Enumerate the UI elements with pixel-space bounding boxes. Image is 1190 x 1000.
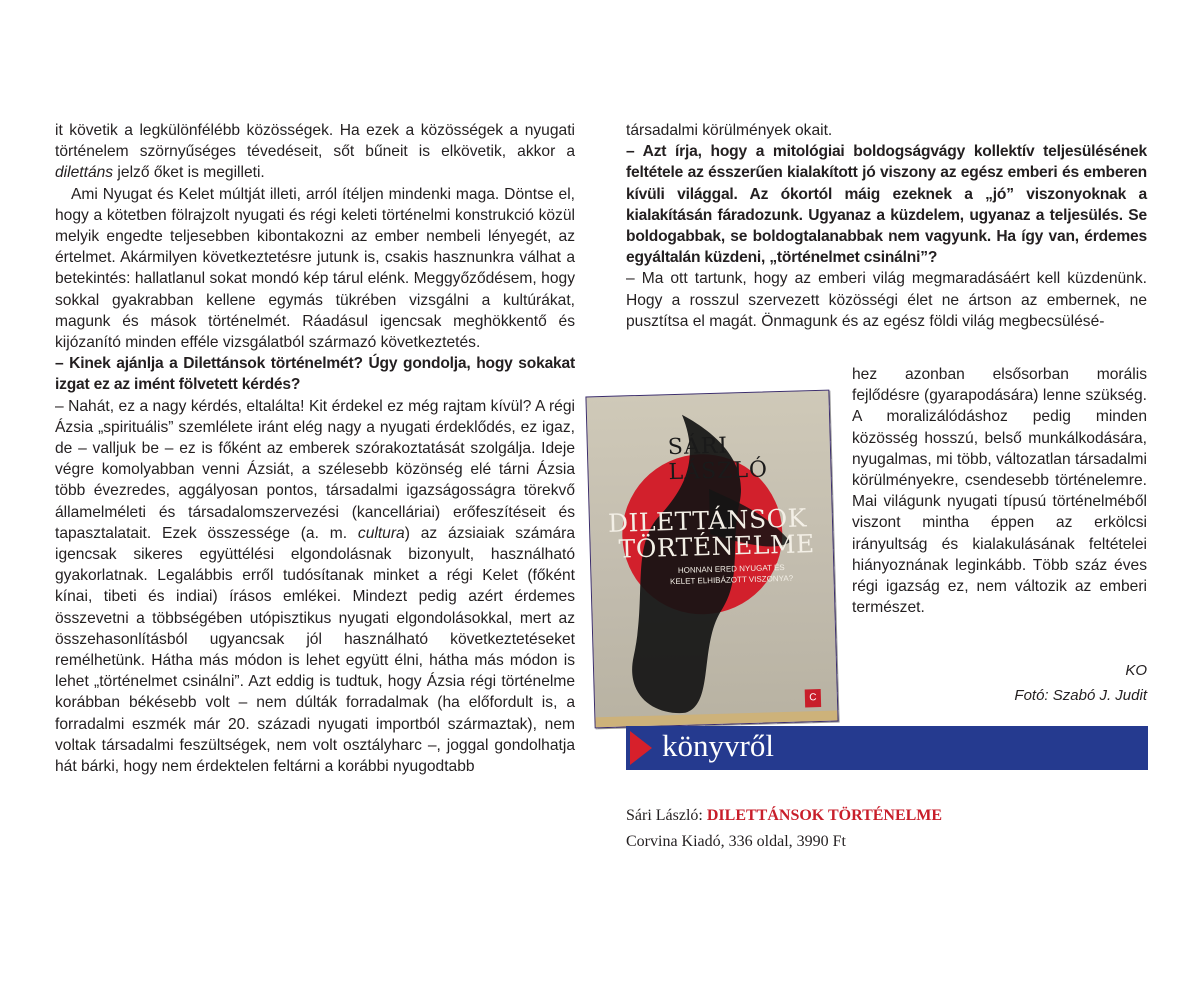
article-right-column	[626, 120, 1147, 332]
paragraph: – Ma ott tartunk, hogy az emberi világ megmaradásáért kell küzdenünk. Hogy a rosszul szervezett közösségi élet ne ártson az embernek, ne pusztítsa el magát. Önmagunk és az egész földi világ megbecsülésé-	[626, 270, 1147, 330]
cover-author: SÁRI LÁSZLÓ	[667, 433, 769, 486]
book-author: Sári László:	[626, 807, 707, 824]
author-initials: KO	[1125, 662, 1147, 679]
text: – Nahát, ez a nagy kérdés, eltalálta! Kit érdekel ez még rajtam kívül? A régi Ázsia „spirituális” szemlélete iránt elég nagy a nyugati érdeklődés, ez igaz, de – valljuk be – ez is főként az emberek szórakoztatását szolgálja. Ideje végre komolyabban venni Ázsiát, a szélesebb közönség elé tárni Ázsia több évezredes, aggályosan pontos, társadalmi igazságosságra törekvő államelméleti és társadalomszervezési (kancelláriai) erőfeszítéseit és tapasztalatait. Ezek összessége (a. m.	[55, 397, 575, 542]
signoff	[1014, 658, 1147, 708]
book-credit-line	[626, 803, 942, 829]
book-info	[626, 803, 942, 855]
book-cover-image	[585, 390, 838, 729]
cover-subtitle: HONNAN ERED NYUGAT ÉS KELET ELHIBÁZOTT VISZONYA?	[669, 562, 794, 587]
interview-question: – Azt írja, hogy a mitológiai boldogságvágy kollektív teljesülésének feltétele az ésszerűen kialakított jó viszony az egész emberi és emberen kívüli világgal. Az ókortól máig ezeknek a „jó” viszonyoknak a kialakításán fáradozunk. Ugyanaz a küzdelem, ugyanaz a teljesülés. Se boldogabbak, se boldogtalanabbak nem vagyunk. Ha így van, érdemes egyáltalán küzdeni, „történelmet csinálni”?	[626, 143, 1147, 267]
text: ) az ázsiaiak számára igencsak sikeres együttélési elgondolásnak bizonyult, használható gyakorlatnak. Legalábbis erről tudósítanak minket a régi Kelet (főként kínai, tibeti és indiai) írásos emlékei. Mindezt pedig azért érdemes összevetni a többségében utópisztikus nyugati elgondolásokkal, mert az összehasonlításból ugyancsak jól használható következtetéseket remélhetünk. Hátha más módon is lehet együtt élni, hátha más módon is lehet „történelmet csinálni”. Azt eddig is tudtuk, hogy Ázsia régi történelme korábban békésebb volt – nem dúlták forradalmak (ha előfordult is, a forradalmi eszmék már 20. századi nyugati importból származtak), nem voltak társadalmi feszültségek, nem volt osztályharc –, joggal gondolhatja hát bárki, hogy nem érdektelen feltárni a korábbi nyugodtabb	[55, 524, 575, 776]
paragraph: Ami Nyugat és Kelet múltját illeti, arról ítéljen mindenki maga. Döntse el, hogy a kötetben fölrajzolt nyugati és régi keleti történelmi konstrukció közül melyik engedte teljesebben kibontakozni az ember nembeli lényegét, az értelmet. Akármilyen következtetésre jutunk is, csakis hasznunkra válhat a betekintés: hallatlanul sokat mondó kép tárul elénk. Meggyőződésem, hogy sokkal gyakrabban kellene egymás tükrében vizsgálni a kultúrákat, magunk és mások történelmét. Ráadásul igencsak meghökkentő és kijózanító minden efféle vizsgálatból származó következtetés.	[55, 185, 575, 352]
italic-text: dilettáns	[55, 164, 114, 182]
publisher-logo-icon: C	[805, 689, 821, 707]
text: jelző őket is megilleti.	[113, 164, 265, 182]
text: it követik a legkülönfélébb közösségek. Ha ezek a közösségek a nyugati történelem szörnyűséges tévedéseit, sőt bűneit is elkövetik, akkor a	[55, 122, 575, 161]
book-title: DILETTÁNSOK TÖRTÉNELME	[706, 807, 943, 824]
italic-text: cultura	[357, 524, 405, 542]
paragraph: társadalmi körülmények okait.	[626, 122, 833, 139]
paragraph	[55, 120, 575, 184]
paragraph	[55, 396, 575, 778]
cover-title-line: DILETTÁNSOK	[607, 503, 808, 538]
section-banner	[626, 726, 1148, 770]
paragraph: hez azonban elsősorban morális fejlődésre (gyarapodására) lenne szükség. A moralizálódáshoz pedig minden közösség hosszú, belső munkálkodására, nyugalmas, mi több, változatlan társadalmi körülményekre, csendesebb történelemre. Mai világunk nyugati típusú történelméből viszont mintha éppen az erkölcsi irányultság és kialakulásának feltételei hiányoznának leginkább. Több száz éves régi igazság ez, nem változik az emberi természet.	[852, 366, 1147, 617]
article-wrap-text	[852, 364, 1147, 618]
interview-question: – Kinek ajánlja a Dilettánsok történelmét? Úgy gondolja, hogy sokakat izgat ez az imént fölvetett kérdés?	[55, 355, 575, 394]
article-left-column	[55, 120, 575, 777]
book-details: Corvina Kiadó, 336 oldal, 3990 Ft	[626, 833, 846, 850]
cover-title-line: TÖRTÉNELME	[618, 529, 816, 564]
triangle-marker-icon	[630, 731, 652, 765]
photo-credit: Fotó: Szabó J. Judit	[1014, 687, 1147, 704]
section-label: könyvről	[662, 728, 774, 763]
